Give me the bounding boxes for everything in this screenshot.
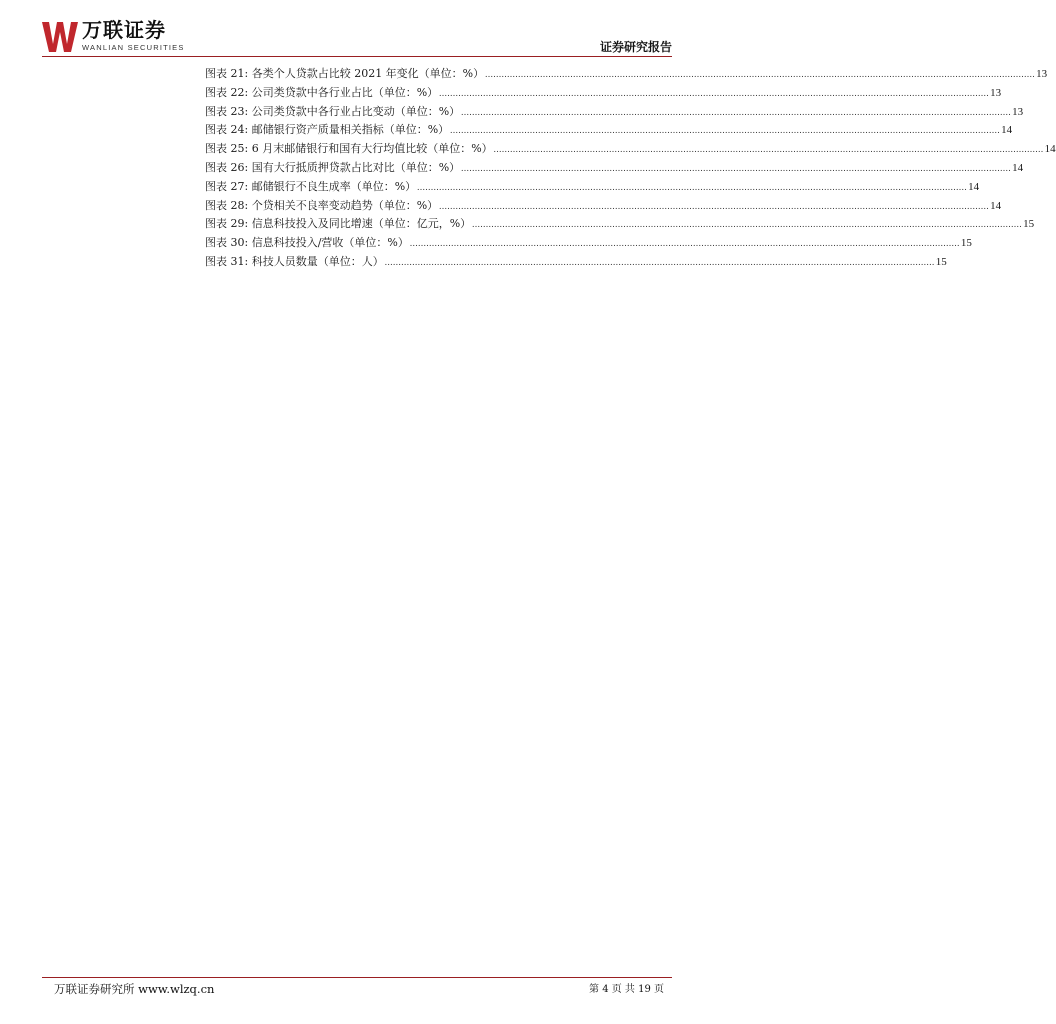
toc-leader-dots: ........................................................................................................................................................................................................: [493, 144, 1044, 155]
toc-entry-label: 图表 21: 各类个人贷款占比较 2021 年变化（单位：%）: [205, 67, 485, 80]
toc-leader-dots: ........................................................................................................................................................................................................: [439, 87, 990, 98]
toc-leader-dots: ........................................................................................................................................................................................................: [472, 219, 1023, 230]
toc-entry[interactable]: [205, 159, 1024, 178]
toc-entry-page: 15: [935, 255, 947, 268]
page-number: 第 4 页 共 19 页: [589, 984, 664, 995]
toc-entry-label: 图表 24: 邮储银行资产质量相关指标（单位：%）: [205, 123, 450, 137]
toc-entry-page: 13: [1036, 68, 1048, 80]
wanlian-logo-icon: [42, 20, 78, 54]
toc-entry-page: 14: [1044, 143, 1056, 156]
toc-entry[interactable]: [205, 215, 1035, 234]
toc-leader-dots: ........................................................................................................................................................................................................: [461, 162, 1012, 173]
toc-entry[interactable]: [205, 65, 1048, 84]
toc-entry-page: 15: [1023, 218, 1035, 231]
toc-entry-label: 图表 30: 信息科技投入/营收（单位：%）: [205, 236, 409, 250]
toc-leader-dots: ........................................................................................................................................................................................................: [417, 181, 968, 192]
toc-entry[interactable]: [205, 234, 972, 253]
toc-entry-page: 15: [960, 237, 972, 250]
toc-entry-page: 13: [1012, 105, 1024, 118]
toc-entry-page: 14: [1012, 161, 1024, 174]
footer-source: 万联证券研究所 www.wlzq.cn: [54, 982, 215, 996]
toc-leader-dots: ........................................................................................................................................................................................................: [409, 238, 960, 249]
toc-entry-page: 14: [1001, 124, 1013, 137]
logo-chinese-name: 万联证券: [82, 18, 166, 42]
toc-entry[interactable]: [205, 197, 1002, 216]
footer-divider: [42, 977, 672, 978]
toc-leader-dots: ........................................................................................................................................................................................................: [439, 200, 990, 211]
page-header: [42, 20, 672, 54]
logo-english-name: WANLIAN SECURITIES: [82, 43, 185, 52]
toc-entry-label: 图表 28: 个贷相关不良率变动趋势（单位：%）: [205, 198, 439, 212]
toc-entry-label: 图表 22: 公司类贷款中各行业占比（单位：%）: [205, 85, 439, 99]
toc-entry[interactable]: [205, 140, 1056, 159]
toc-entry[interactable]: [205, 178, 980, 197]
report-type-title: 证券研究报告: [599, 40, 672, 54]
toc-entry-page: 13: [990, 86, 1002, 99]
toc-entry-label: 图表 26: 国有大行抵质押贷款占比对比（单位：%）: [205, 160, 461, 174]
toc-entry[interactable]: [205, 103, 1024, 122]
toc-entry-page: 14: [968, 180, 980, 193]
toc-leader-dots: ........................................................................................................................................................................................................: [485, 69, 1036, 79]
toc-entry-page: 14: [990, 199, 1002, 212]
toc-leader-dots: ........................................................................................................................................................................................................: [461, 106, 1012, 117]
toc-entry-label: 图表 31: 科技人员数量（单位：人）: [205, 254, 384, 268]
toc-entry[interactable]: [205, 121, 1013, 140]
toc-entry[interactable]: [205, 84, 1002, 103]
header-divider: [42, 56, 672, 57]
toc-leader-dots: ........................................................................................................................................................................................................: [384, 256, 935, 267]
toc-entry-label: 图表 27: 邮储银行不良生成率（单位：%）: [205, 179, 417, 193]
toc-entry[interactable]: [205, 253, 947, 272]
figure-list: [205, 65, 1056, 272]
toc-entry-label: 图表 25: 6 月末邮储银行和国有大行均值比较（单位：%）: [205, 142, 493, 156]
company-logo: [42, 20, 185, 54]
toc-entry-label: 图表 23: 公司类贷款中各行业占比变动（单位：%）: [205, 104, 461, 118]
toc-entry-label: 图表 29: 信息科技投入及同比增速（单位：亿元，%）: [205, 217, 472, 231]
toc-leader-dots: ........................................................................................................................................................................................................: [450, 125, 1001, 136]
